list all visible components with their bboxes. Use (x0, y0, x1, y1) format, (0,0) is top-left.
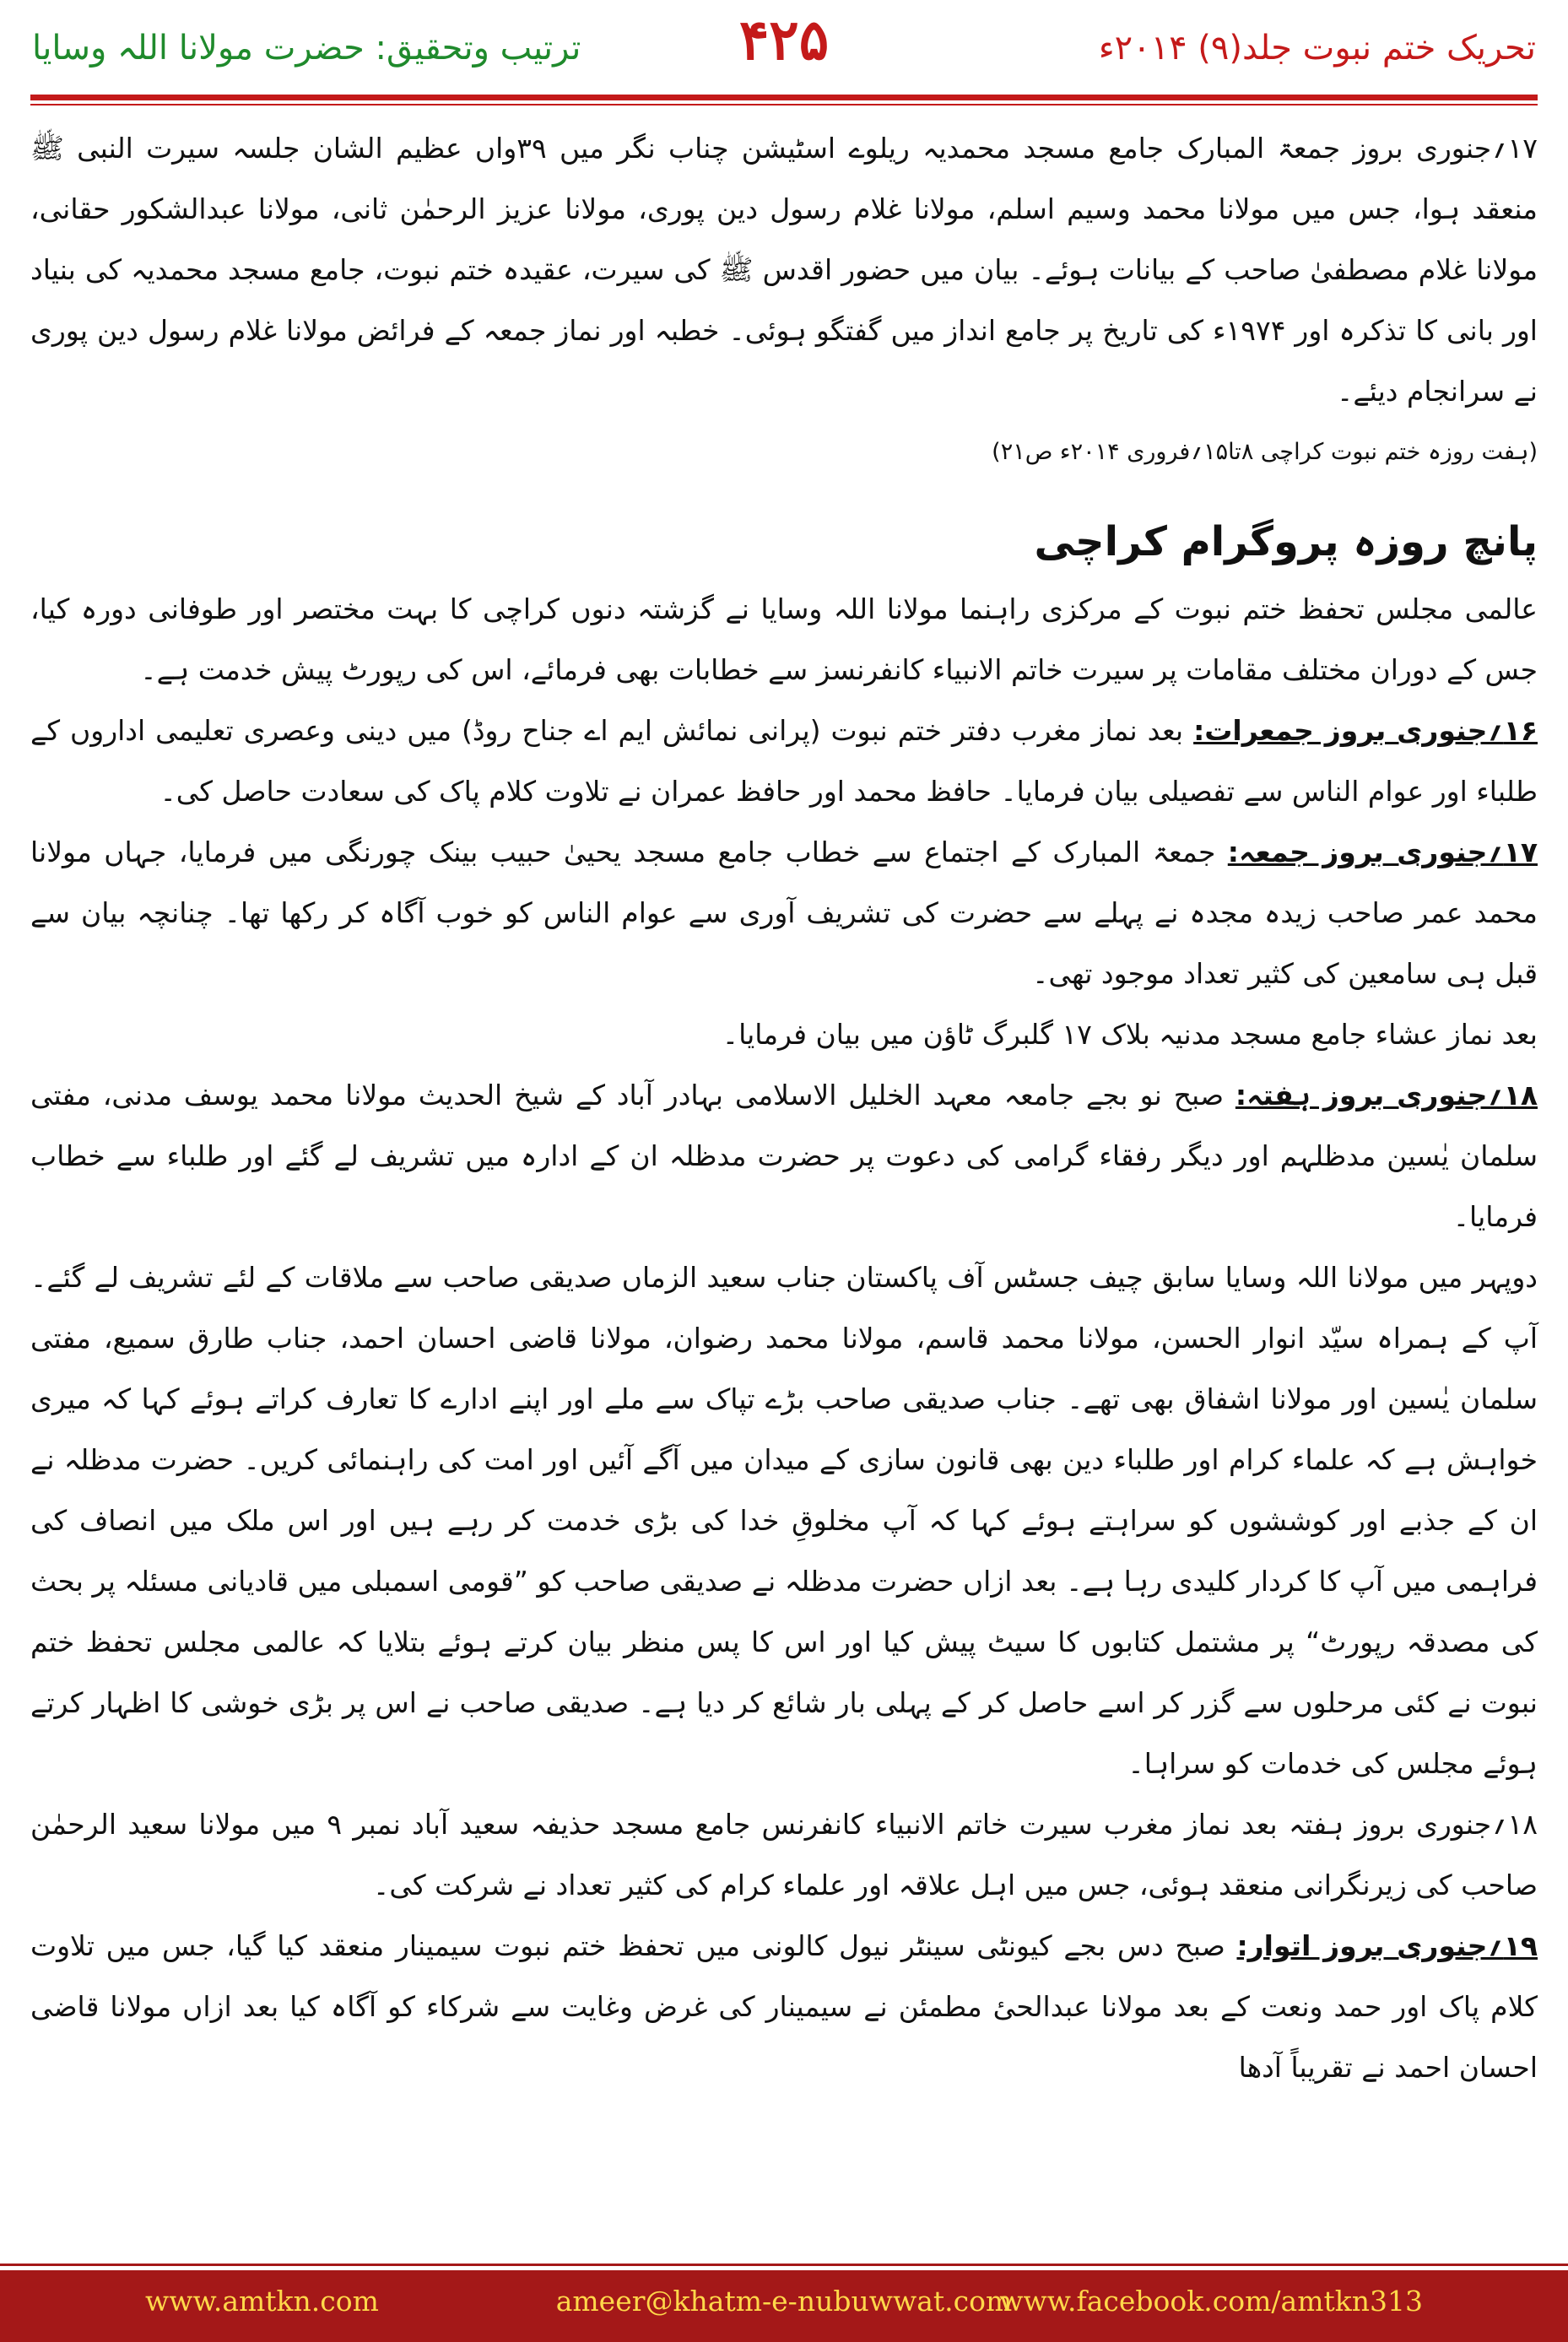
header-book-title: تحریک ختم نبوت جلد(۹) ۲۰۱۴ء (1098, 29, 1536, 68)
footer-website-link[interactable]: www.amtkn.com (145, 2285, 379, 2318)
paragraph-text: ۱۸؍جنوری بروز ہفتہ بعد نماز مغرب سیرت خاتم الانبیاء کانفرنس جامع مسجد حذیفہ سعید آباد نمبر ۹ میں مولانا سعید الرحمٰن صاحب کی زیرنگرانی منعقد ہوئی، جس میں اہل علاقہ اور علماء کرام کی کثیر تعداد نے شرکت کی۔ (30, 1808, 1538, 1901)
page-header (0, 0, 1568, 91)
paragraph-text: جمعۃ المبارک کے اجتماع سے خطاب جامع مسجد یحییٰ حبیب بینک چورنگی میں فرمایا، جہاں مولانا محمد عمر صاحب زیدہ مجدہ نے پہلے سے حضرت کی تشریف آوری سے عوام الناس کو خوب آگاہ کر رکھا تھا۔ چنانچہ بیان سے قبل ہی سامعین کی کثیر تعداد موجود تھی۔ (30, 836, 1538, 990)
section-paragraph (30, 1065, 1538, 1247)
day-label: ۱۹؍جنوری بروز اتوار: (1236, 1929, 1538, 1962)
day-label: ۱۷؍جنوری بروز جمعہ: (1227, 836, 1538, 868)
footer-facebook-link[interactable]: www.facebook.com/amtkn313 (999, 2285, 1423, 2318)
section-paragraph (30, 1794, 1538, 1916)
footer-email-link[interactable]: ameer@khatm-e-nubuwwat.com (555, 2285, 1013, 2318)
header-rule (30, 95, 1538, 100)
paragraph-text: بعد نماز عشاء جامع مسجد مدنیہ بلاک ۱۷ گلبرگ ٹاؤن میں بیان فرمایا۔ (722, 1018, 1538, 1051)
header-rule-thin (30, 104, 1538, 105)
paragraph-text: دوپہر میں مولانا اللہ وسایا سابق چیف جسٹس آف پاکستان جناب سعید الزماں صدیقی صاحب سے ملاقات کے لئے تشریف لے گئے۔ آپ کے ہمراہ سیّد انوار الحسن، مولانا محمد قاسم، مولانا محمد رضوان، مولانا قاضی احسان احمد، جناب طارق سمیع، مفتی سلمان یٰسین اور مولانا اشفاق بھی تھے۔ جناب صدیقی صاحب بڑے تپاک سے ملے اور اپنے ادارے کا تعارف کراتے ہوئے کہا کہ میری خواہش ہے کہ علماء کرام اور طلباء دین بھی قانون سازی کے میدان میں آگے آئیں اور امت کی راہنمائی کریں۔ حضرت مدظلہ نے ان کے جذبے اور کوششوں کو سراہتے ہوئے کہا کہ آپ مخلوقِ خدا کی بڑی خدمت کر رہے ہیں اور اس ملک میں انصاف کی فراہمی میں آپ کا کردار کلیدی رہا ہے۔ بعد ازاں حضرت مدظلہ نے صدیقی صاحب کو ”قومی اسمبلی میں قادیانی مسئلہ پر بحث کی مصدقہ رپورٹ“ پر مشتمل کتابوں کا سیٹ پیش کیا اور اس کا پس منظر بیان کرتے ہوئے بتلایا کہ عالمی مجلس تحفظ ختم نبوت نے کئی مرحلوں سے گزر کر اسے حاصل کر کے پہلی بار شائع کر دیا ہے۔ صدیقی صاحب نے اس پر بڑی خوشی کا اظہار کرتے ہوئے مجلس کی خدمات کو سراہا۔ (30, 1261, 1538, 1780)
day-label: ۱۸؍جنوری بروز ہفتہ: (1235, 1079, 1538, 1112)
section-heading: پانچ روزہ پروگرام کراچی (1034, 518, 1538, 565)
section-paragraph (30, 1004, 1538, 1065)
page-number: ۴۲۵ (738, 7, 830, 73)
paragraph-text: بعد نماز مغرب دفتر ختم نبوت (پرانی نمائش ایم اے جناح روڈ) میں دینی وعصری تعلیمی اداروں کے طلباء اور عوام الناس سے تفصیلی بیان فرمایا۔ حافظ محمد اور حافظ عمران نے تلاوت کلام پاک کی سعادت حاصل کی۔ (30, 714, 1538, 808)
section-paragraph (30, 822, 1538, 1004)
paragraph-chenab-nagar: ۱۷؍جنوری بروز جمعۃ المبارک جامع مسجد محمدیہ ریلوے اسٹیشن چناب نگر میں ۳۹واں عظیم الشان جلسہ سیرت النبی ﷺ منعقد ہوا، جس میں مولانا محمد وسیم اسلم، مولانا غلام رسول دین پوری، مولانا عزیز الرحمٰن ثانی، مولانا عبدالشکور حقانی، مولانا غلام مصطفیٰ صاحب کے بیانات ہوئے۔ بیان میں حضور اقدس ﷺ کی سیرت، عقیدہ ختم نبوت، جامع مسجد محمدیہ کی بنیاد اور بانی کا تذکرہ اور ۱۹۷۴ء کی تاریخ پر جامع انداز میں گفتگو ہوئی۔ خطبہ اور نماز جمعہ کے فرائض مولانا غلام رسول دین پوری نے سرانجام دیئے۔ (30, 132, 1538, 408)
day-label: ۱۶؍جنوری بروز جمعرات: (1193, 714, 1538, 747)
section-paragraph (30, 1247, 1538, 1794)
paragraph-text: صبح نو بجے جامعہ معہد الخلیل الاسلامی بہادر آباد کے شیخ الحدیث مولانا محمد یوسف مدنی، مفتی سلمان یٰسین مدظلہم اور دیگر رفقاء گرامی کی دعوت پر حضرت مدظلہ ان کے ادارہ میں تشریف لے گئے اور طلباء سے خطاب فرمایا۔ (30, 1079, 1538, 1233)
page-body (30, 118, 1538, 2098)
footer-rule (0, 2264, 1568, 2266)
intro-paragraph: عالمی مجلس تحفظ ختم نبوت کے مرکزی راہنما مولانا اللہ وسایا نے گزشتہ دنوں کراچی کا بہت مختصر اور طوفانی دورہ کیا، جس کے دوران مختلف مقامات پر سیرت خاتم الانبیاء کانفرنسز سے خطابات بھی فرمائے، اس کی رپورٹ پیش خدمت ہے۔ (30, 592, 1538, 686)
section-paragraph (30, 1916, 1538, 2098)
paragraph-text: صبح دس بجے کیونٹی سینٹر نیول کالونی میں تحفظ ختم نبوت سیمینار منعقد کیا گیا، جس میں تلاوت کلام پاک اور حمد ونعت کے بعد مولانا عبدالحیٔ مطمئن نے سیمینار کی غرض وغایت سے شرکاء کو آگاہ کیا بعد ازاں مولانا قاضی احسان احمد نے تقریباً آدھا (30, 1929, 1538, 2084)
section-paragraph (30, 700, 1538, 822)
citation: (ہفت روزہ ختم نبوت کراچی ۸تا۱۵؍فروری ۲۰۱۴ء ص۲۱) (992, 439, 1538, 465)
header-compiler-credit: ترتیب وتحقیق: حضرت مولانا اللہ وسایا (32, 29, 581, 68)
